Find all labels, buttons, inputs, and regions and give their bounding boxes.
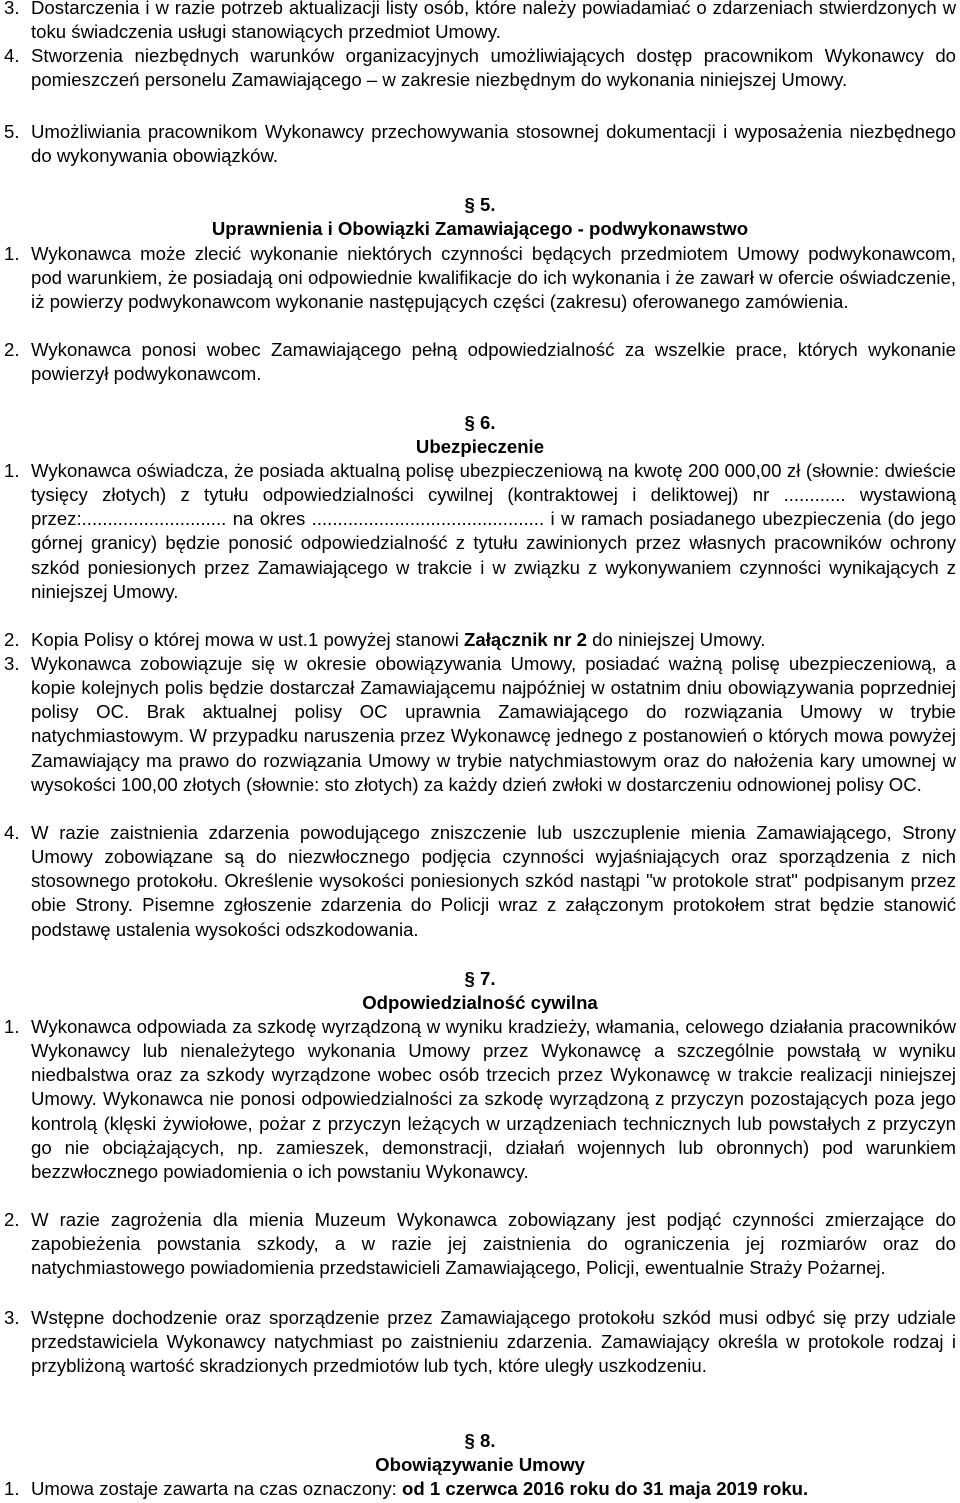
item-text: Wykonawca może zlecić wykonanie niektórych czynności będących przedmiotem Umowy podwykonawcom, pod warunkiem, że posiadają oni odpowiednie kwalifikacje do ich wykonania i że zawarł w ofercie oświadczenie, iż powierzy podwykonawcom wykonanie następujących części (zakresu) oferowanego zamówienia. <box>31 243 956 313</box>
item-text: W razie zagrożenia dla mienia Muzeum Wykonawca zobowiązany jest podjąć czynności zmierzające do zapobieżenia powstania szkody, a w razie jej zaistnienia do ograniczenia jej rozmiarów oraz do natychmiastowego powiadomienia przedstawicieli Zamawiającego, Policji, ewentualnie Straży Pożarnej. <box>31 1209 956 1279</box>
item-number: 3. <box>4 0 20 18</box>
item-number: 2. <box>4 629 20 650</box>
item-text: Wstępne dochodzenie oraz sporządzenie przez Zamawiającego protokołu szkód musi odbyć się przy udziale przedstawiciela Wykonawcy natychmiast po zaistnieniu zdarzenia. Zamawiający określa w protokole rodzaj i przybliżoną wartość skradzionych przedmiotów lub tych, które uległy uszkodzeniu. <box>31 1307 956 1377</box>
item-text: Wykonawca odpowiada za szkodę wyrządzoną w wyniku kradzieży, włamania, celowego działania pracowników Wykonawcy lub nienależytego wykonania Umowy przez Wykonawcę a szczególnie powstałą w wyniku niedbalstwa oraz za szkody wyrządzone wobec osób trzecich przez Wykonawcę w trakcie realizacji niniejszej Umowy. Wykonawca nie ponosi odpowiedzialności za szkodę wyrządzoną z przyczyn pozostających poza jego kontrolą (klęski żywiołowe, pożar z przyczyn leżących w urządzeniach technicznych lub powstałych z przyczyn go nie obciążających, np. zamieszek, demonstracji, działań wojennych lub obronnych) pod warunkiem bezzwłocznego powiadomienia o ich powstaniu Wykonawcy. <box>31 1016 956 1182</box>
list-item <box>4 459 956 604</box>
item-text: Dostarczenia i w razie potrzeb aktualizacji listy osób, które należy powiadamiać o zdarzeniach stwierdzonych w toku świadczenia usługi stanowiących przedmiot Umowy. <box>31 0 956 43</box>
item-number: 1. <box>4 1478 20 1499</box>
item-text: Kopia Polisy o której mowa w ust.1 powyżej stanowi Załącznik nr 2 do niniejszej Umowy. <box>31 629 766 650</box>
item-text: Stworzenia niezbędnych warunków organizacyjnych umożliwiających dostęp pracownikom Wykonawcy do pomieszczeń personelu Zamawiającego – w zakresie niezbędnym do wykonania niniejszej Umowy. <box>31 45 956 91</box>
item-number: 3. <box>4 653 20 674</box>
section-number: § 8. <box>464 1430 496 1451</box>
list-item <box>4 821 956 942</box>
list-item <box>4 1208 956 1280</box>
section-6-heading <box>0 411 960 459</box>
item-text: Umowa zostaje zawarta na czas oznaczony: od 1 czerwca 2016 roku do 31 maja 2019 roku. <box>31 1478 809 1499</box>
section-7-heading <box>0 967 960 1015</box>
item-number: 2. <box>4 339 20 360</box>
list-item <box>4 1015 956 1184</box>
section-number: § 7. <box>464 968 496 989</box>
section-title: Odpowiedzialność cywilna <box>362 992 598 1014</box>
section-title: Obowiązywanie Umowy <box>375 1454 585 1476</box>
list-item <box>4 338 956 386</box>
section-number: § 5. <box>464 194 496 215</box>
item-number: 4. <box>4 822 20 843</box>
item-text: Wykonawca oświadcza, że posiada aktualną polisę ubezpieczeniową na kwotę 200 000,00 zł (słownie: dwieście tysięcy złotych) z tytułu odpowiedzialności cywilnej (kontraktowej i deliktowej) nr ............ wystawioną przez:............................ na okres ............................................. i w ramach posiadanego ubezpieczenia (do jego górnej granicy) będzie ponosić odpowiedzialność z tytułu zawinionych przez własnych pracowników ochrony szkód poniesionych przez Zamawiającego w trakcie i w związku z wykonywaniem czynności wynikających z niniejszej Umowy. <box>31 460 956 602</box>
list-item <box>4 242 956 314</box>
item-text: Wykonawca zobowiązuje się w okresie obowiązywania Umowy, posiadać ważną polisę ubezpieczeniową, a kopie kolejnych polis będzie dostarczał Zamawiającemu najpóźniej w ostatnim dniu obowiązywania poprzedniej polisy OC. Brak aktualnej polisy OC uprawnia Zamawiającego do rozwiązania Umowy w trybie natychmiastowym. W przypadku naruszenia przez Wykonawcę jednego z postanowień o których mowa powyżej Zamawiający ma prawo do rozwiązania Umowy w trybie natychmiastowym oraz do nałożenia kary umownej w wysokości 100,00 złotych (słownie: sto złotych) za każdy dzień zwłoki w dostarczeniu odnowionej polisy OC. <box>31 653 956 795</box>
item-text: W razie zaistnienia zdarzenia powodującego zniszczenie lub uszczuplenie mienia Zamawiającego, Strony Umowy zobowiązane są do niezwłocznego podjęcia czynności wyjaśniających oraz sporządzenia z nich stosownego protokołu. Określenie wysokości poniesionych szkód nastąpi "w protokole strat" podpisanym przez obie Strony. Pisemne zgłoszenie zdarzenia do Policji wraz z załączonym protokołem strat będzie stanowić podstawę ustalenia wysokości odszkodowania. <box>31 822 956 940</box>
contract-period: od 1 czerwca 2016 roku do 31 maja 2019 roku. <box>402 1478 809 1499</box>
item-number: 1. <box>4 1016 20 1037</box>
section-number: § 6. <box>464 412 496 433</box>
list-item <box>4 1477 956 1501</box>
attachment-reference: Załącznik nr 2 <box>464 629 587 650</box>
item-number: 1. <box>4 243 20 264</box>
item-number: 1. <box>4 460 20 481</box>
item-number: 5. <box>4 121 20 142</box>
item-number: 2. <box>4 1209 20 1230</box>
list-item <box>4 628 956 652</box>
item-text: Umożliwiania pracownikom Wykonawcy przechowywania stosownej dokumentacji i wyposażenia niezbędnego do wykonywania obowiązków. <box>31 121 956 167</box>
list-item <box>4 1306 956 1378</box>
list-item <box>4 652 956 797</box>
section-title: Uprawnienia i Obowiązki Zamawiającego - podwykonawstwo <box>211 218 749 240</box>
section-5-heading <box>0 193 960 241</box>
section-title: Ubezpieczenie <box>415 436 545 458</box>
list-item <box>4 0 956 44</box>
section-8-heading <box>0 1429 960 1477</box>
list-item <box>4 44 956 92</box>
item-text: Wykonawca ponosi wobec Zamawiającego pełną odpowiedzialność za wszelkie prace, których wykonanie powierzył podwykonawcom. <box>31 339 956 385</box>
item-number: 3. <box>4 1307 20 1328</box>
item-number: 4. <box>4 45 20 66</box>
list-item <box>4 120 956 168</box>
